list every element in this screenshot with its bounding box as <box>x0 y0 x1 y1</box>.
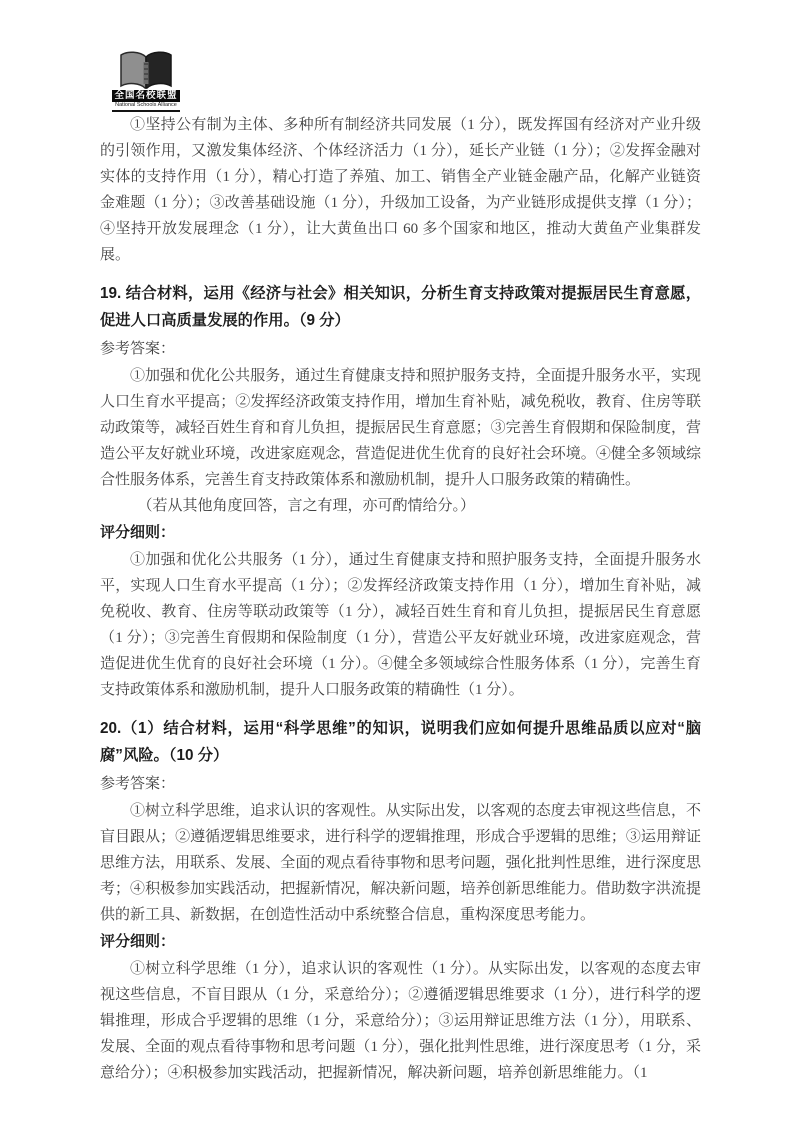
q19-scoring-paragraph: ①加强和优化公共服务（1 分），通过生育健康支持和照护服务支持，全面提升服务水平，实现人口生育水平提高（1 分）；②发挥经济政策支持作用（1 分），增加生育补贴，减免税收、教育、住房等联动政策等（1 分），减轻百姓生育和育儿负担，提振居民生育意愿（1 分）；③完善生育假期和保险制度（1 分），营造公平友好就业环境，改进家庭观念，营造促进优生优育的良好社会环境（1 分）。④健全多领域综合性服务体系（1 分），完善生育支持政策体系和激励机制，提升人口服务政策的精确性（1 分）。 <box>100 552 701 698</box>
q19-scoring-rules-label: 评分细则： <box>100 524 176 541</box>
q18-scoring-tail-paragraph: ①坚持公有制为主体、多种所有制经济共同发展（1 分），既发挥国有经济对产业升级的引领作用，又激发集体经济、个体经济活力（1 分），延长产业链（1 分）；②发挥金融对实体的支持作用（1 分），精心打造了养殖、加工、销售全产业链金融产品，化解产业链资金难题（1 分）；③改善基础设施（1 分），升级加工设备，为产业链形成提供支撑（1 分）；④坚持开放发展理念（1 分），让大黄鱼出口 60 多个国家和地区，推动大黄鱼产业集群发展。 <box>100 117 701 263</box>
logo-name-cn: 全国名校联盟 <box>112 90 180 102</box>
school-alliance-logo <box>112 50 180 112</box>
question-19-heading: 19. 结合材料，运用《经济与社会》相关知识，分析生育支持政策对提振居民生育意愿，促进人口高质量发展的作用。（9 分） <box>100 285 701 329</box>
answer-key-content <box>100 112 701 1086</box>
open-book-icon <box>112 50 180 90</box>
question-20-heading: 20.（1）结合材料，运用“科学思维”的知识，说明我们应如何提升思维品质以应对“脑腐”风险。（10 分） <box>100 720 701 764</box>
q20-answer-paragraph: ①树立科学思维，追求认识的客观性。从实际出发，以客观的态度去审视这些信息，不盲目跟从；②遵循逻辑思维要求，进行科学的逻辑推理，形成合乎逻辑的思维；③运用辩证思维方法，用联系、发展、全面的观点看待事物和思考问题，强化批判性思维，进行深度思考；④积极参加实践活动，把握新情况，解决新问题，培养创新思维能力。借助数字洪流提供的新工具、新数据，在创造性活动中系统整合信息，重构深度思考能力。 <box>100 803 701 923</box>
q19-answer-paragraph: ①加强和优化公共服务，通过生育健康支持和照护服务支持，全面提升服务水平，实现人口生育水平提高；②发挥经济政策支持作用，增加生育补贴，减免税收，教育、住房等联动政策等，减轻百姓生育和育儿负担，提振居民生育意愿；③完善生育假期和保险制度，营造公平友好就业环境，改进家庭观念，营造促进优生优育的良好社会环境。④健全多领域综合性服务体系，完善生育支持政策体系和激励机制，提升人口服务政策的精确性。 <box>100 368 701 488</box>
q20-scoring-rules-label: 评分细则： <box>100 933 176 950</box>
q19-reference-answer-label: 参考答案： <box>100 341 176 357</box>
q20-scoring-paragraph: ①树立科学思维（1 分），追求认识的客观性（1 分）。从实际出发，以客观的态度去审视这些信息，不盲目跟从（1 分，采意给分）；②遵循逻辑思维要求（1 分），进行科学的逻辑推理，形成合乎逻辑的思维（1 分，采意给分）；③运用辩证思维方法（1 分），用联系、发展、全面的观点看待事物和思考问题（1 分），强化批判性思维，进行深度思考（1 分，采意给分）；④积极参加实践活动，把握新情况，解决新问题，培养创新思维能力。（1 <box>100 961 701 1081</box>
q19-grading-note: （若从其他角度回答，言之有理，亦可酌情给分。） <box>137 498 476 514</box>
logo-name-en: National Schools Alliance <box>115 102 177 108</box>
q20-reference-answer-label: 参考答案： <box>100 776 176 792</box>
